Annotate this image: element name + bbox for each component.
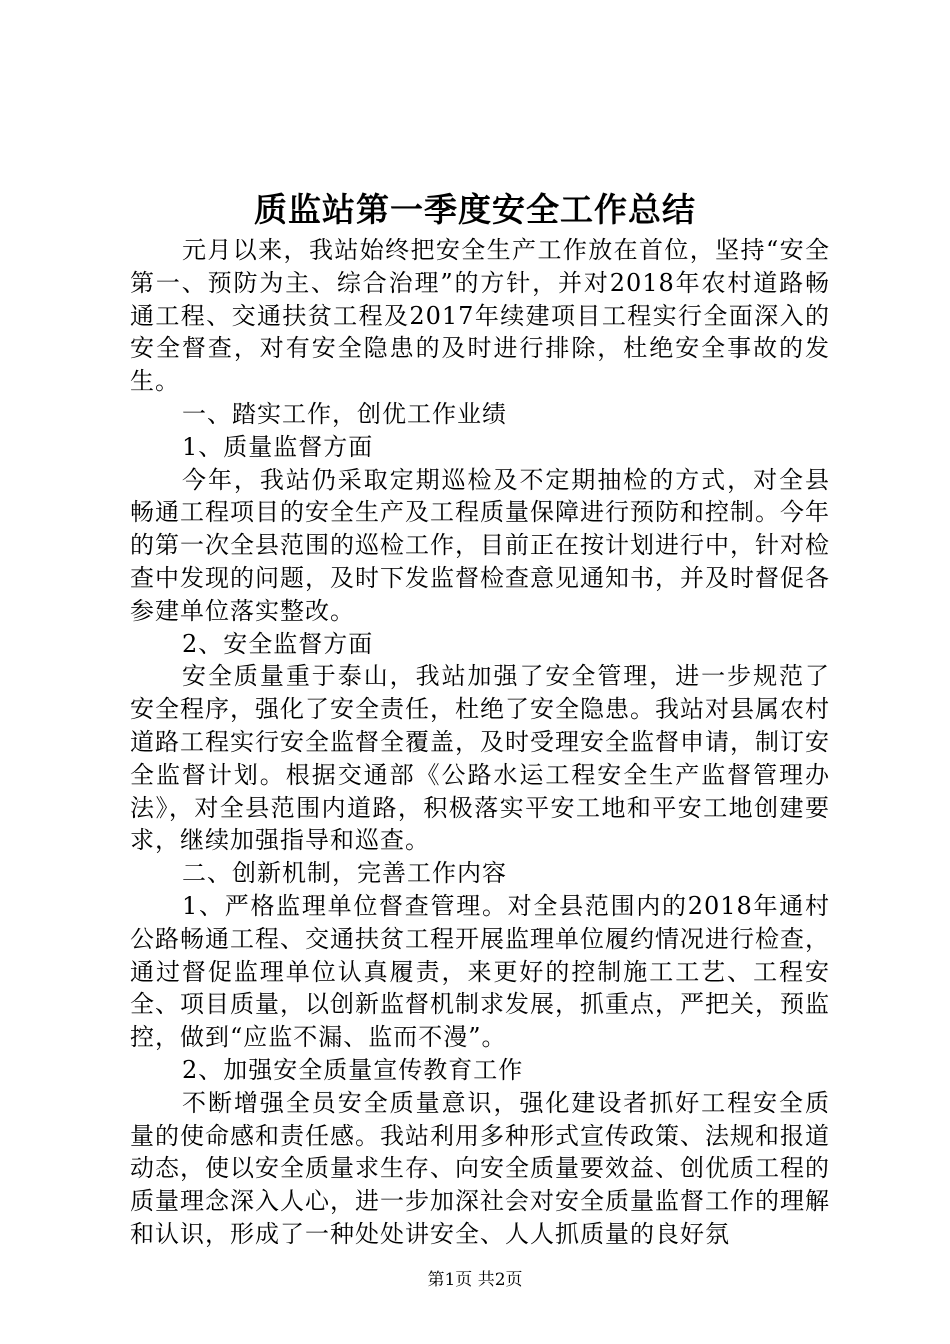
- page-title: 质监站第一季度安全工作总结: [254, 190, 696, 229]
- section-heading: 一、踏实工作，创优工作业绩: [182, 399, 507, 428]
- body-paragraph: 不断增强全员安全质量意识，强化建设者抓好工程安全质量的使命感和责任感。我站利用多种形式宣传政策、法规和报道动态，使以安全质量求生存、向安全质量要效益、创优质工程的质量理念深入人心，进一步加深社会对安全质量监督工作的理解和认识，形成了一种处处讲安全、人人抓质量的良好氛: [130, 1088, 830, 1248]
- body-paragraph: 1、严格监理单位督查管理。对全县范围内的2018年通村公路畅通工程、交通扶贫工程开展监理单位履约情况进行检查，通过督促监理单位认真履责，来更好的控制施工工艺、工程安全、项目质量，以创新监督机制求发展，抓重点，严把关，预监控，做到“应监不漏、监而不漫”。: [130, 891, 830, 1052]
- body-paragraph: 安全质量重于泰山，我站加强了安全管理，进一步规范了安全程序，强化了安全责任，杜绝了安全隐患。我站对县属农村道路工程实行安全监督全覆盖，及时受理安全监督申请，制订安全监督计划。根据交通部《公路水运工程安全生产监督管理办法》，对全县范围内道路，积极落实平安工地和平安工地创建要求，继续加强指导和巡查。: [130, 662, 830, 855]
- body-paragraph: 今年，我站仍采取定期巡检及不定期抽检的方式，对全县畅通工程项目的安全生产及工程质量保障进行预防和控制。今年的第一次全县范围的巡检工作，目前正在按计划进行中，针对检查中发现的问题，及时下发监督检查意见通知书，并及时督促各参建单位落实整改。: [130, 465, 830, 625]
- document-body: [130, 234, 830, 1251]
- section-heading: 2、安全监督方面: [182, 629, 374, 658]
- page-footer: 第1页 共2页: [427, 1270, 523, 1290]
- section-heading: 1、质量监督方面: [182, 432, 374, 461]
- section-heading: 二、创新机制，完善工作内容: [182, 859, 507, 888]
- section-heading: 2、加强安全质量宣传教育工作: [182, 1055, 524, 1084]
- body-paragraph: 元月以来，我站始终把安全生产工作放在首位，坚持“安全第一、预防为主、综合治理”的方针，并对2018年农村道路畅通工程、交通扶贫工程及2017年续建项目工程实行全面深入的安全督查，对有安全隐患的及时进行排除，杜绝安全事故的发生。: [130, 236, 830, 396]
